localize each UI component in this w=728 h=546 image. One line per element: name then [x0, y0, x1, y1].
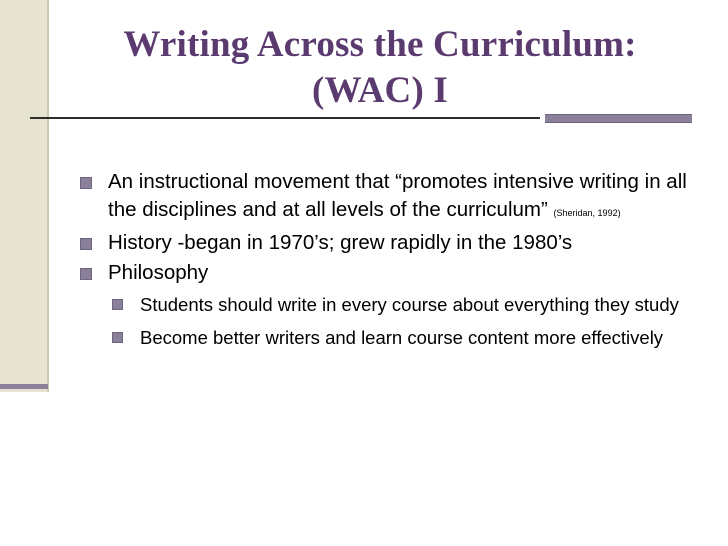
title-divider-bar	[545, 114, 692, 123]
slide-body	[82, 168, 692, 350]
title-divider-line	[30, 117, 540, 119]
bullet-text: Philosophy	[108, 261, 209, 284]
bullet-history	[82, 229, 692, 257]
square-bullet-icon	[80, 177, 92, 189]
bullet-definition	[82, 168, 692, 227]
square-sub-bullet-icon	[112, 299, 123, 310]
square-bullet-icon	[80, 268, 92, 280]
citation: (Sheridan, 1992)	[553, 208, 621, 218]
sub-bullet-better-writers	[112, 325, 692, 350]
bullet-text: An instructional movement that “promotes intensive writing in all the disciplines and at all levels of the curriculum”	[108, 170, 687, 221]
philosophy-sub-list	[82, 292, 692, 350]
bullet-philosophy	[82, 259, 692, 287]
title-line-1: Writing Across the Curriculum:	[123, 24, 637, 65]
slide-title	[60, 22, 700, 114]
side-band-edge	[47, 0, 49, 392]
side-band-bottom-bar	[0, 384, 48, 389]
decorative-side-band	[0, 0, 48, 392]
bullet-text: History -began in 1970’s; grew rapidly in the 1980’s	[108, 231, 573, 254]
sub-bullet-write-every-course	[112, 292, 692, 317]
sub-bullet-text: Students should write in every course about everything they study	[140, 294, 679, 315]
square-sub-bullet-icon	[112, 332, 123, 343]
sub-bullet-text: Become better writers and learn course content more effectively	[140, 327, 664, 348]
title-line-2: (WAC) I	[311, 69, 449, 111]
square-bullet-icon	[80, 238, 92, 250]
